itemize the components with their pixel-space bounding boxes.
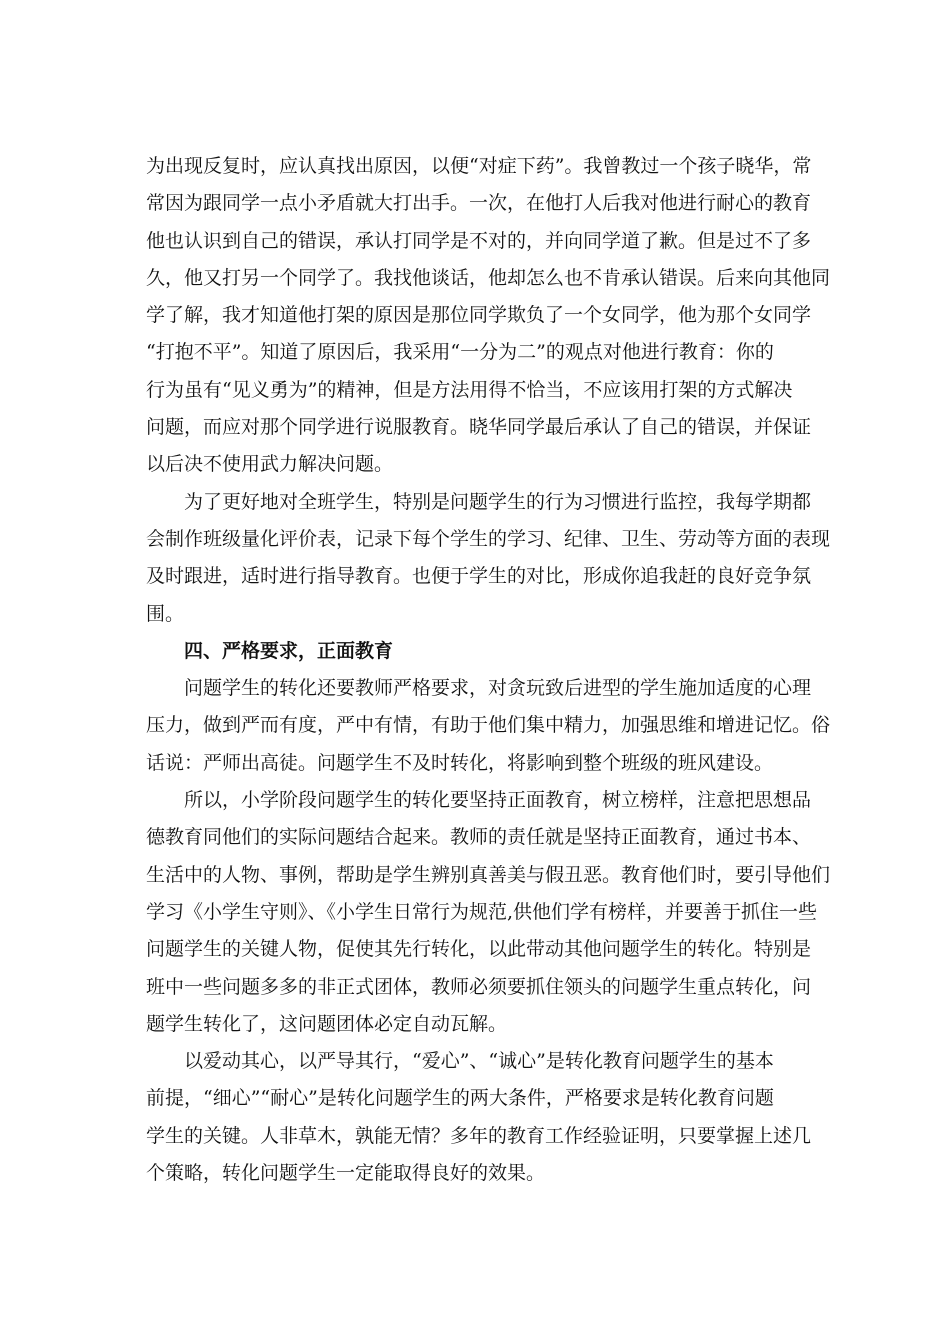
paragraph-p5 bbox=[146, 1043, 812, 1192]
text-line: 所以，小学阶段问题学生的转化要坚持正面教育，树立榜样，注意把思想品 bbox=[184, 789, 812, 812]
document-body bbox=[146, 148, 831, 1192]
text-line: 班中一些问题多多的非正式团体，教师必须要抓住领头的问题学生重点转化，问 bbox=[146, 975, 812, 998]
text-line: 问题，而应对那个同学进行说服教育。晓华同学最后承认了自己的错误，并保证 bbox=[146, 416, 812, 439]
text-line: “打抱不平”。知道了原因后，我采用“一分为二”的观点对他进行教育：你的 bbox=[146, 341, 774, 364]
text-line: 话说：严师出高徒。问题学生不及时转化，将影响到整个班级的班风建设。 bbox=[146, 751, 774, 774]
text-line: 个策略，转化问题学生一定能取得良好的效果。 bbox=[146, 1162, 546, 1185]
text-line: 及时跟进，适时进行指导教育。也便于学生的对比，形成你追我赶的良好竞争氛 bbox=[146, 565, 812, 588]
paragraph-p3 bbox=[146, 670, 831, 782]
paragraph-p1 bbox=[146, 148, 831, 484]
text-line: 压力，做到严而有度，严中有情，有助于他们集中精力，加强思维和增进记忆。俗 bbox=[146, 714, 831, 737]
text-line: 德教育同他们的实际问题结合起来。教师的责任就是坚持正面教育，通过书本、 bbox=[146, 826, 812, 849]
text-line: 为了更好地对全班学生，特别是问题学生的行为习惯进行监控，我每学期都 bbox=[184, 490, 812, 513]
section-heading bbox=[146, 633, 806, 670]
text-line: 以后决不使用武力解决问题。 bbox=[146, 453, 394, 476]
paragraph-p2 bbox=[146, 484, 831, 633]
text-line: 会制作班级量化评价表，记录下每个学生的学习、纪律、卫生、劳动等方面的表现 bbox=[146, 527, 831, 550]
text-line: 久，他又打另一个同学了。我找他谈话，他却怎么也不肯承认错误。后来向其他同 bbox=[146, 266, 831, 289]
text-line: 为出现反复时，应认真找出原因，以便“对症下药”。我曾教过一个孩子晓华，常 bbox=[146, 155, 812, 177]
text-line: 学习《小学生守则》、《小学生日常行为规范,供他们学有榜样，并要善于抓住一些 bbox=[146, 900, 818, 923]
text-line: 他也认识到自己的错误，承认打同学是不对的，并向同学道了歉。但是过不了多 bbox=[146, 229, 812, 252]
paragraph-p4 bbox=[146, 782, 831, 1043]
text-line: 行为虽有“见义勇为”的精神，但是方法用得不恰当，不应该用打架的方式解决 bbox=[146, 378, 793, 401]
section-heading-text: 四、严格要求，正面教育 bbox=[184, 639, 394, 662]
text-line: 以爱动其心，以严导其行，“爱心”、“诚心”是转化教育问题学生的基本 bbox=[184, 1050, 774, 1073]
text-line: 围。 bbox=[146, 602, 185, 625]
text-line: 题学生转化了，这问题团体必定自动瓦解。 bbox=[146, 1012, 508, 1035]
text-line: 学了解，我才知道他打架的原因是那位同学欺负了一个女同学，他为那个女同学 bbox=[146, 304, 812, 327]
text-line: 常因为跟同学一点小矛盾就大打出手。一次，在他打人后我对他进行耐心的教育 bbox=[146, 192, 812, 215]
text-line: 问题学生的关键人物，促使其先行转化，以此带动其他问题学生的转化。特别是 bbox=[146, 938, 812, 961]
text-line: 学生的关键。人非草木，孰能无情？多年的教育工作经验证明，只要掌握上述几 bbox=[146, 1124, 812, 1147]
text-line: 生活中的人物、事例，帮助是学生辨别真善美与假丑恶。教育他们时，要引导他们 bbox=[146, 863, 831, 886]
text-line: 问题学生的转化还要教师严格要求，对贪玩致后进型的学生施加适度的心理 bbox=[184, 677, 812, 700]
text-line: 前提，“细心”“耐心”是转化问题学生的两大条件，严格要求是转化教育问题 bbox=[146, 1087, 774, 1110]
